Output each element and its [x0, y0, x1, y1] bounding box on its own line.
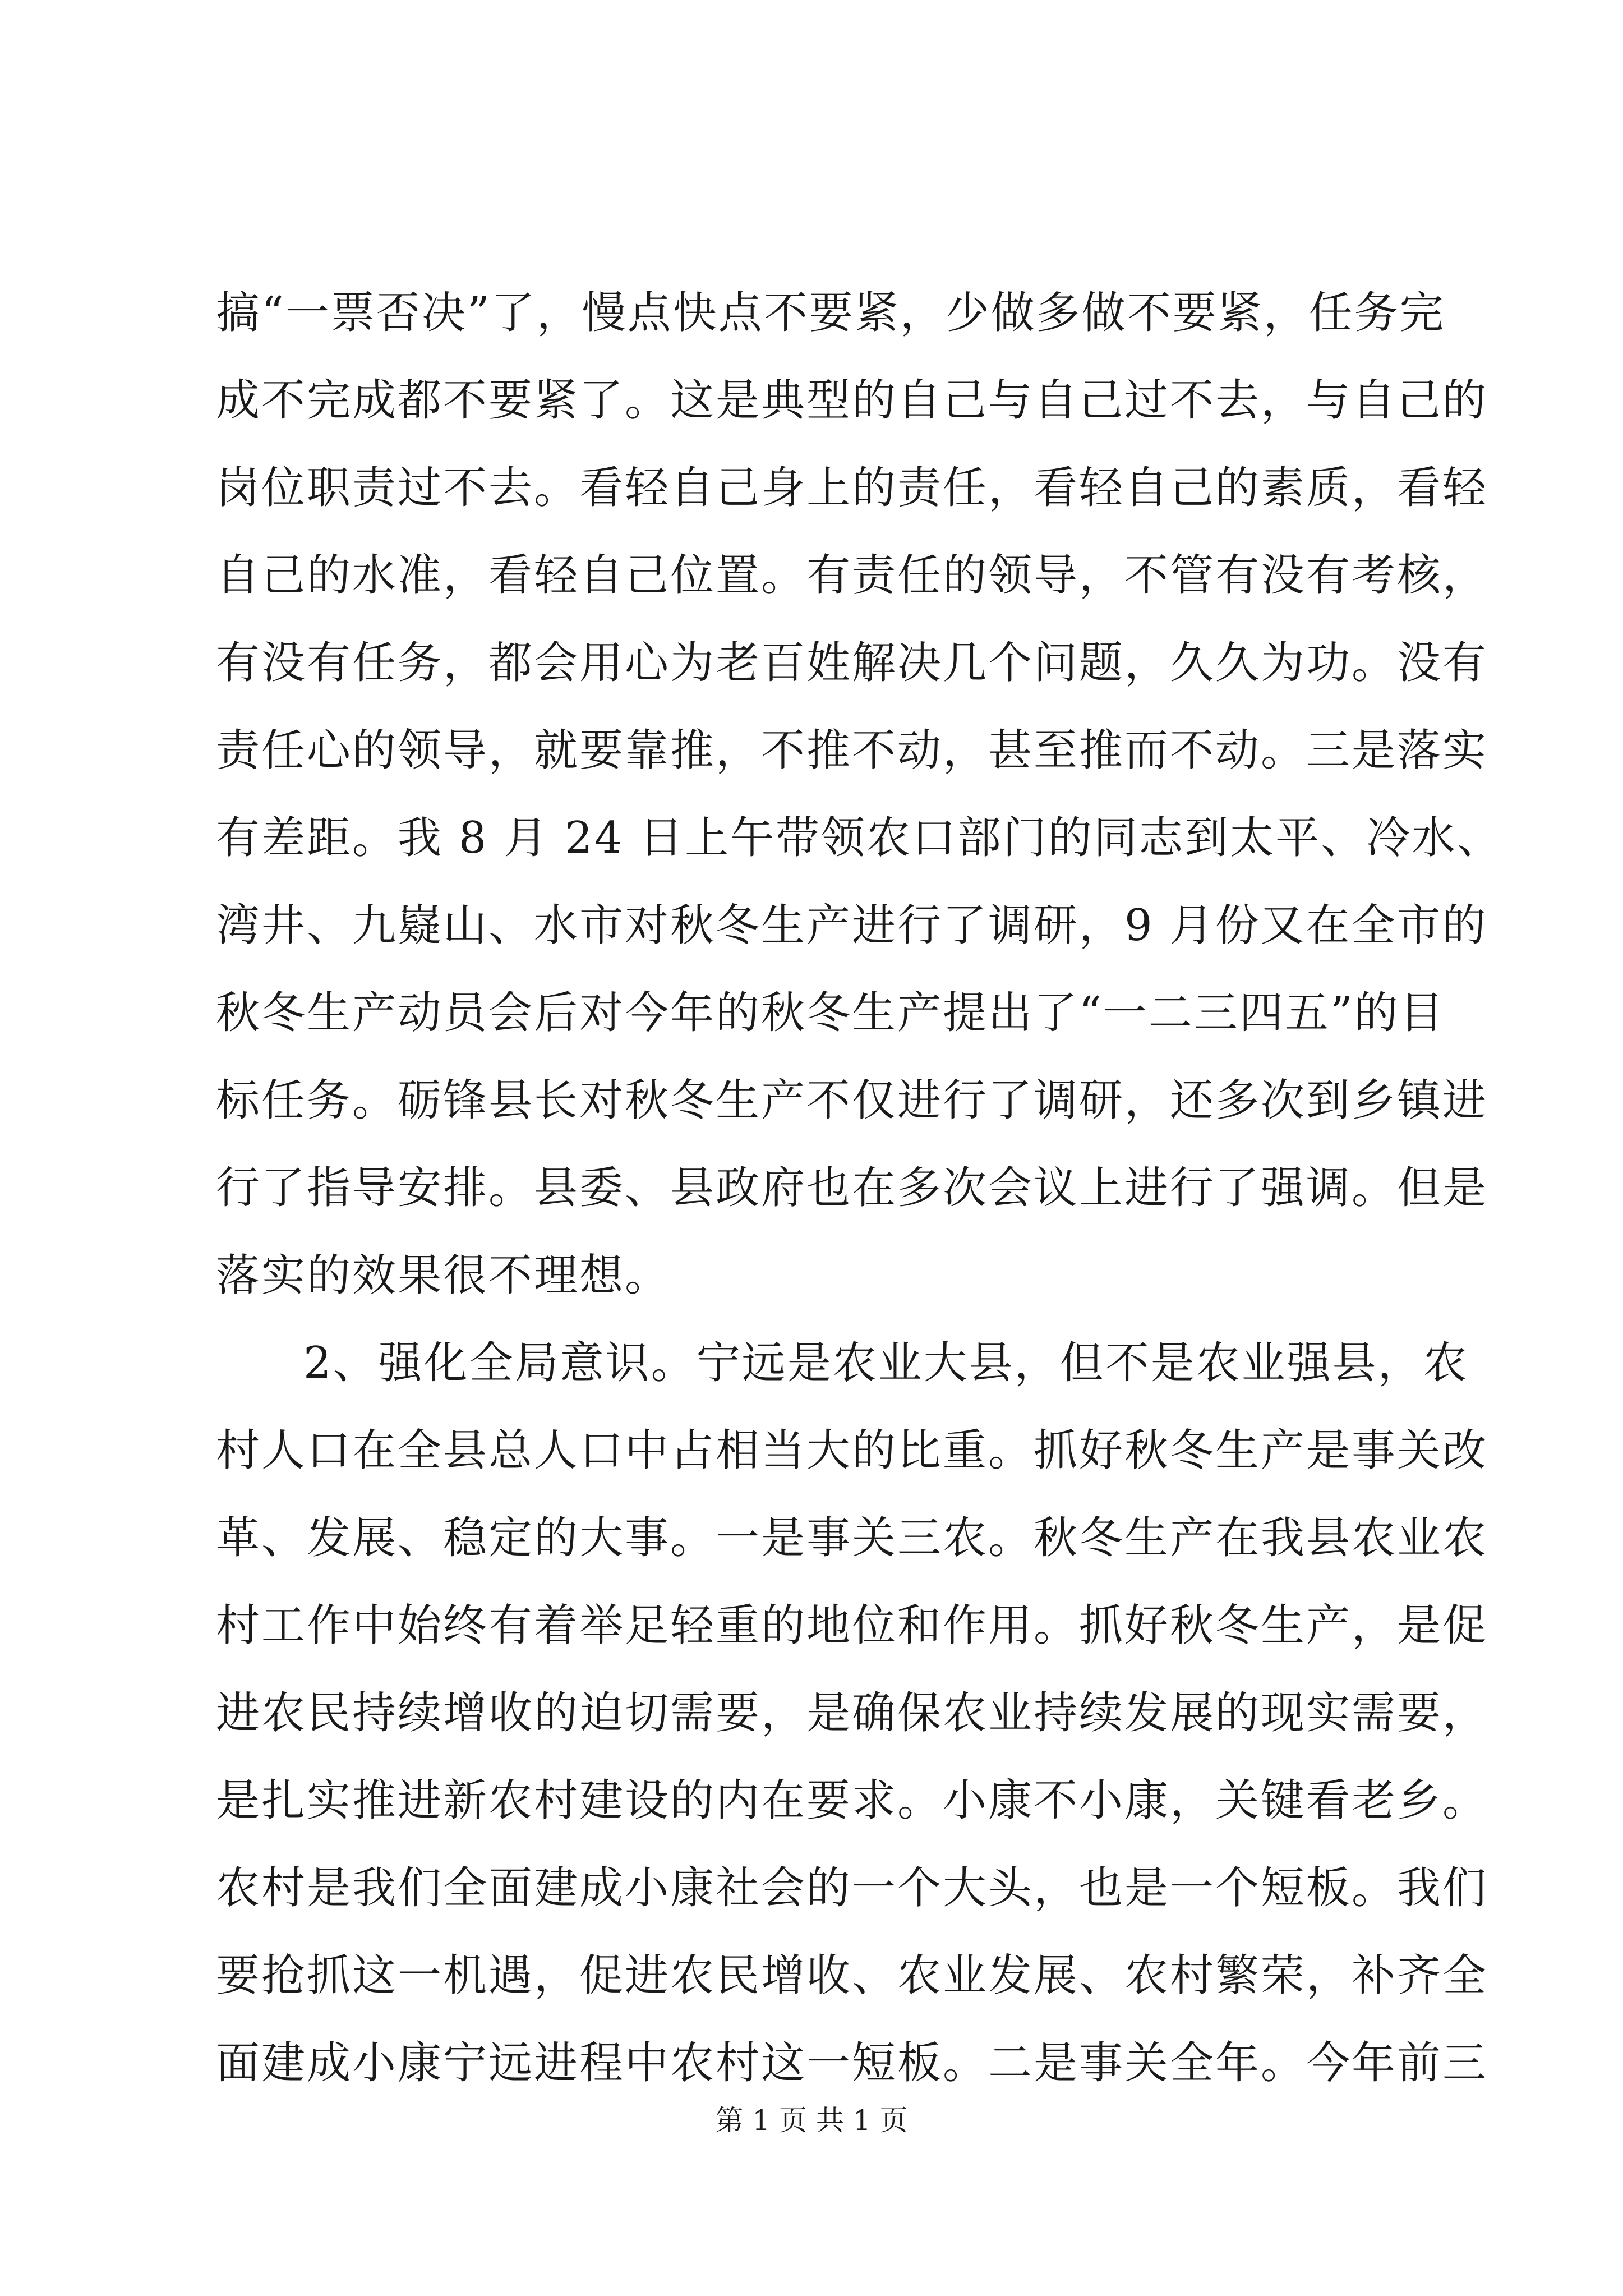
text-line: 成不完成都不要紧了。这是典型的自己与自己过不去，与自己的 [216, 375, 1488, 426]
document-body [216, 269, 1503, 2107]
text-line: 责任心的领导，就要靠推，不推不动，甚至推而不动。三是落实 [216, 725, 1488, 776]
text-line: 要抢抓这一机遇，促进农民增收、农业发展、农村繁荣，补齐全 [216, 1950, 1488, 2001]
text-line: 进农民持续增收的迫切需要，是确保农业持续发展的现实需要， [216, 1688, 1488, 1738]
text-line: 有差距。我 8 月 24 日上午带领农口部门的同志到太平、冷水、 [216, 813, 1503, 863]
text-line: 自己的水准，看轻自己位置。有责任的领导，不管有没有考核， [216, 550, 1488, 601]
text-line: 岗位职责过不去。看轻自己身上的责任，看轻自己的素质，看轻 [216, 463, 1488, 513]
paragraph-first-line: 2、强化全局意识。宁远是农业大县，但不是农业强县，农 [303, 1338, 1469, 1388]
text-line: 农村是我们全面建成小康社会的一个大头，也是一个短板。我们 [216, 1863, 1488, 1913]
text-line: 标任务。砺锋县长对秋冬生产不仅进行了调研，还多次到乡镇进 [216, 1075, 1488, 1126]
text-line: 湾井、九嶷山、水市对秋冬生产进行了调研，9 月份又在全市的 [216, 900, 1488, 951]
text-line: 落实的效果很不理想。 [216, 1250, 671, 1301]
text-line: 搞“一票否决”了，慢点快点不要紧，少做多做不要紧，任务完 [216, 288, 1445, 338]
text-line: 行了指导安排。县委、县政府也在多次会议上进行了强调。但是 [216, 1163, 1488, 1213]
text-line: 秋冬生产动员会后对今年的秋冬生产提出了“一二三四五”的目 [216, 988, 1445, 1038]
text-line: 是扎实推进新农村建设的内在要求。小康不小康，关键看老乡。 [216, 1775, 1488, 1826]
text-line: 有没有任务，都会用心为老百姓解决几个问题，久久为功。没有 [216, 638, 1488, 688]
text-line: 村工作中始终有着举足轻重的地位和作用。抓好秋冬生产，是促 [216, 1600, 1488, 1651]
text-line: 革、发展、稳定的大事。一是事关三农。秋冬生产在我县农业农 [216, 1513, 1488, 1563]
page-number-footer: 第 1 页 共 1 页 [715, 2104, 908, 2137]
text-line: 面建成小康宁远进程中农村这一短板。二是事关全年。今年前三 [216, 2038, 1488, 2088]
text-line: 村人口在全县总人口中占相当大的比重。抓好秋冬生产是事关改 [216, 1425, 1488, 1476]
